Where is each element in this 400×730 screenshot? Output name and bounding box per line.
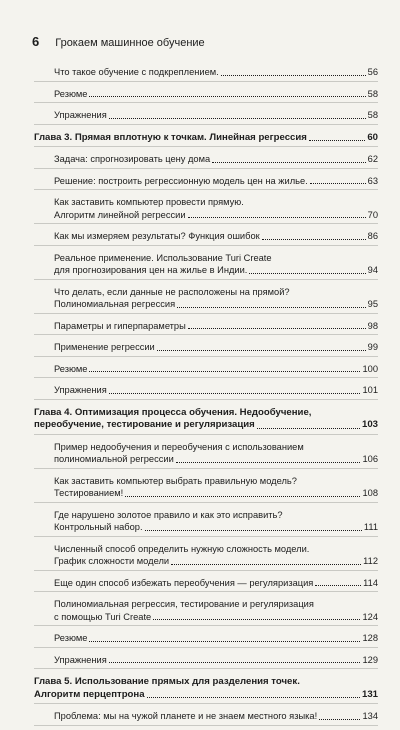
dot-leader (188, 326, 366, 329)
toc-entry-last-line (54, 577, 378, 590)
toc-page-number: 62 (367, 154, 378, 164)
dot-leader (89, 639, 360, 642)
toc-entry-title-line: Применение регрессии (54, 342, 155, 352)
toc-section-entry (34, 507, 378, 537)
toc-entry-title-line: Упражнения (54, 110, 107, 120)
toc-page-number: 86 (367, 231, 378, 241)
toc-entry-last-line (54, 320, 378, 333)
toc-section-entry (34, 284, 378, 314)
toc-entry-title-line: Глава 4. Оптимизация процесса обучения. Недообучение, (34, 406, 312, 418)
toc-section-entry (34, 194, 378, 224)
toc-page-number: 63 (367, 175, 378, 186)
toc-section-entry (34, 541, 378, 571)
toc-entry-last-line (34, 689, 378, 702)
toc-entry-last-line (54, 654, 378, 667)
toc-entry-last-line (54, 66, 378, 79)
toc-entry-title-line: Численный способ определить нужную сложность модели. (54, 543, 310, 554)
dot-leader (188, 215, 366, 218)
toc-entry-title-line: Как мы измеряем результаты? Функция ошибок (54, 231, 260, 241)
toc-chapter-entry (34, 673, 378, 704)
dot-leader (157, 348, 366, 351)
toc-page-number: 98 (367, 320, 378, 331)
toc-entry-title-line: Проблема: мы на чужой планете и не знаем местного языка! (54, 711, 318, 721)
toc-page-number: 70 (367, 209, 378, 220)
toc-page-number: 131 (361, 688, 378, 700)
toc-entry-last-line (54, 521, 378, 534)
toc-entry-last-line (54, 230, 378, 243)
toc-page-number: 99 (367, 342, 378, 352)
toc-entry-title-line: Контрольный набор. (54, 522, 143, 532)
toc-entry-title-line: Глава 5. Использование прямых для разделения точек. (34, 676, 300, 687)
toc-section-entry (34, 575, 378, 593)
toc-entry-title-line: Алгоритм линейной регрессии (54, 209, 186, 220)
page-header (32, 34, 205, 49)
toc-entry-title-line: График сложности модели (54, 556, 170, 566)
dot-leader (262, 237, 366, 240)
toc-page-number: 111 (363, 522, 378, 532)
toc-page-number: 124 (362, 611, 378, 622)
toc-entry-title-line: Что такое обучение с подкреплением. (54, 67, 219, 77)
toc-section-entry (34, 173, 378, 191)
toc-page-number: 103 (361, 419, 378, 430)
toc-entry-title-line: с помощью Turi Create (54, 611, 152, 622)
toc-entry-title-line: для прогнозирования цен на жилье в Индии. (54, 265, 248, 275)
dot-leader (212, 160, 365, 163)
toc-page-number: 56 (367, 67, 378, 77)
toc-entry-last-line (54, 88, 378, 101)
toc-page-number: 58 (367, 110, 378, 120)
toc-entry-title-line: Тестированием! (54, 488, 124, 498)
dot-leader (89, 94, 365, 97)
dot-leader (177, 305, 366, 308)
toc-section-entry (34, 86, 378, 104)
toc-entry-last-line (54, 487, 378, 500)
dot-leader (309, 138, 365, 141)
toc-section-entry (34, 318, 378, 336)
toc-entry-last-line (54, 109, 378, 122)
toc-page-number: 112 (363, 556, 378, 566)
toc-section-entry (34, 708, 378, 726)
toc-entry-title-line: Полиномиальная регрессия, тестирование и регуляризация (54, 599, 314, 609)
toc-section-entry (34, 652, 378, 670)
dot-leader (125, 494, 360, 497)
toc-page-number: 114 (363, 577, 378, 588)
toc-entry-title-line: Резюме (54, 633, 88, 643)
toc-entry-last-line (54, 710, 378, 723)
toc-page-number: 134 (362, 711, 378, 721)
dot-leader (171, 562, 361, 565)
dot-leader (109, 660, 361, 663)
toc-entry-title-line: Еще один способ избежать переобучения — регуляризация (54, 577, 314, 588)
toc-section-entry (34, 361, 378, 379)
toc-entry-title-line: полиномиальной регрессии (54, 454, 174, 464)
toc-chapter-entry (34, 404, 378, 435)
toc-page-number: 100 (362, 363, 378, 374)
toc-entry-title-line: Резюме (54, 88, 88, 99)
toc-entry-last-line (54, 611, 378, 624)
dot-leader (89, 369, 360, 372)
toc-entry-title-line: Как заставить компьютер провести прямую. (54, 197, 244, 207)
dot-leader (319, 717, 360, 720)
toc-entry-title-line: Параметры и гиперпараметры (54, 320, 186, 331)
toc-entry-title-line: Упражнения (54, 654, 107, 665)
toc-entry-last-line (54, 363, 378, 376)
dot-leader (315, 583, 361, 586)
toc-entry-title-line: Решение: построить регрессионную модель цен на жилье. (54, 175, 308, 186)
toc-section-entry (34, 473, 378, 503)
dot-leader (153, 617, 360, 620)
toc-entry-title-line: Как заставить компьютер выбрать правильную модель? (54, 475, 297, 486)
toc-entry-last-line (34, 132, 378, 145)
toc-section-entry (34, 64, 378, 82)
toc-page-number: 101 (362, 385, 378, 395)
toc-entry-title-line: Реальное применение. Использование Turi Create (54, 252, 272, 263)
toc-entry-title-line: переобучение, тестирование и регуляризация (34, 419, 255, 430)
toc-section-entry (34, 339, 378, 357)
toc-entry-last-line (54, 153, 378, 166)
toc-entry-last-line (54, 555, 378, 568)
toc-entry-last-line (54, 175, 378, 188)
toc-entry-last-line (34, 419, 378, 432)
toc-page-number: 94 (367, 265, 378, 275)
toc-entry-title-line: Алгоритм перцептрона (34, 688, 145, 700)
page-number: 6 (32, 34, 40, 49)
toc-page-number: 128 (362, 633, 378, 643)
dot-leader (249, 271, 365, 274)
dot-leader (147, 695, 360, 698)
dot-leader (109, 391, 361, 394)
toc-section-entry (34, 107, 378, 125)
toc-entry-last-line (54, 632, 378, 645)
toc-entry-last-line (54, 341, 378, 354)
running-title: Грокаем машинное обучение (55, 37, 205, 49)
toc-entry-title-line: Пример недообучения и переобучения с использованием (54, 441, 304, 452)
toc-entry-title-line: Резюме (54, 363, 88, 374)
toc-entry-title-line: Упражнения (54, 385, 107, 395)
toc-page-number: 108 (362, 488, 378, 498)
toc-page-number: 58 (367, 88, 378, 99)
toc-entry-last-line (54, 264, 378, 277)
dot-leader (145, 528, 362, 531)
toc-entry-title-line: Глава 3. Прямая вплотную к точкам. Линейная регрессия (34, 131, 307, 143)
toc-entry-last-line (54, 209, 378, 222)
toc-page-number: 106 (362, 454, 378, 464)
dot-leader (109, 116, 366, 119)
toc-entry-last-line (54, 298, 378, 311)
toc-entry-title-line: Полиномиальная регрессия (54, 299, 176, 309)
toc-page-number: 129 (362, 654, 378, 665)
table-of-contents (34, 64, 378, 730)
toc-section-entry (34, 439, 378, 469)
dot-leader (257, 426, 360, 429)
toc-section-entry (34, 382, 378, 400)
toc-chapter-entry (34, 129, 378, 148)
toc-section-entry (34, 151, 378, 169)
toc-section-entry (34, 596, 378, 626)
toc-entry-last-line (54, 453, 378, 466)
toc-section-entry (34, 250, 378, 280)
toc-entry-title-line: Задача: спрогнозировать цену дома (54, 154, 211, 164)
toc-entry-title-line: Что делать, если данные не расположены на прямой? (54, 286, 290, 297)
toc-page-number: 95 (367, 299, 378, 309)
dot-leader (176, 460, 361, 463)
toc-section-entry (34, 228, 378, 246)
toc-entry-title-line: Где нарушено золотое правило и как это исправить? (54, 509, 283, 520)
toc-page-number: 60 (367, 131, 378, 143)
dot-leader (221, 73, 366, 76)
dot-leader (310, 181, 366, 184)
toc-entry-last-line (54, 384, 378, 397)
